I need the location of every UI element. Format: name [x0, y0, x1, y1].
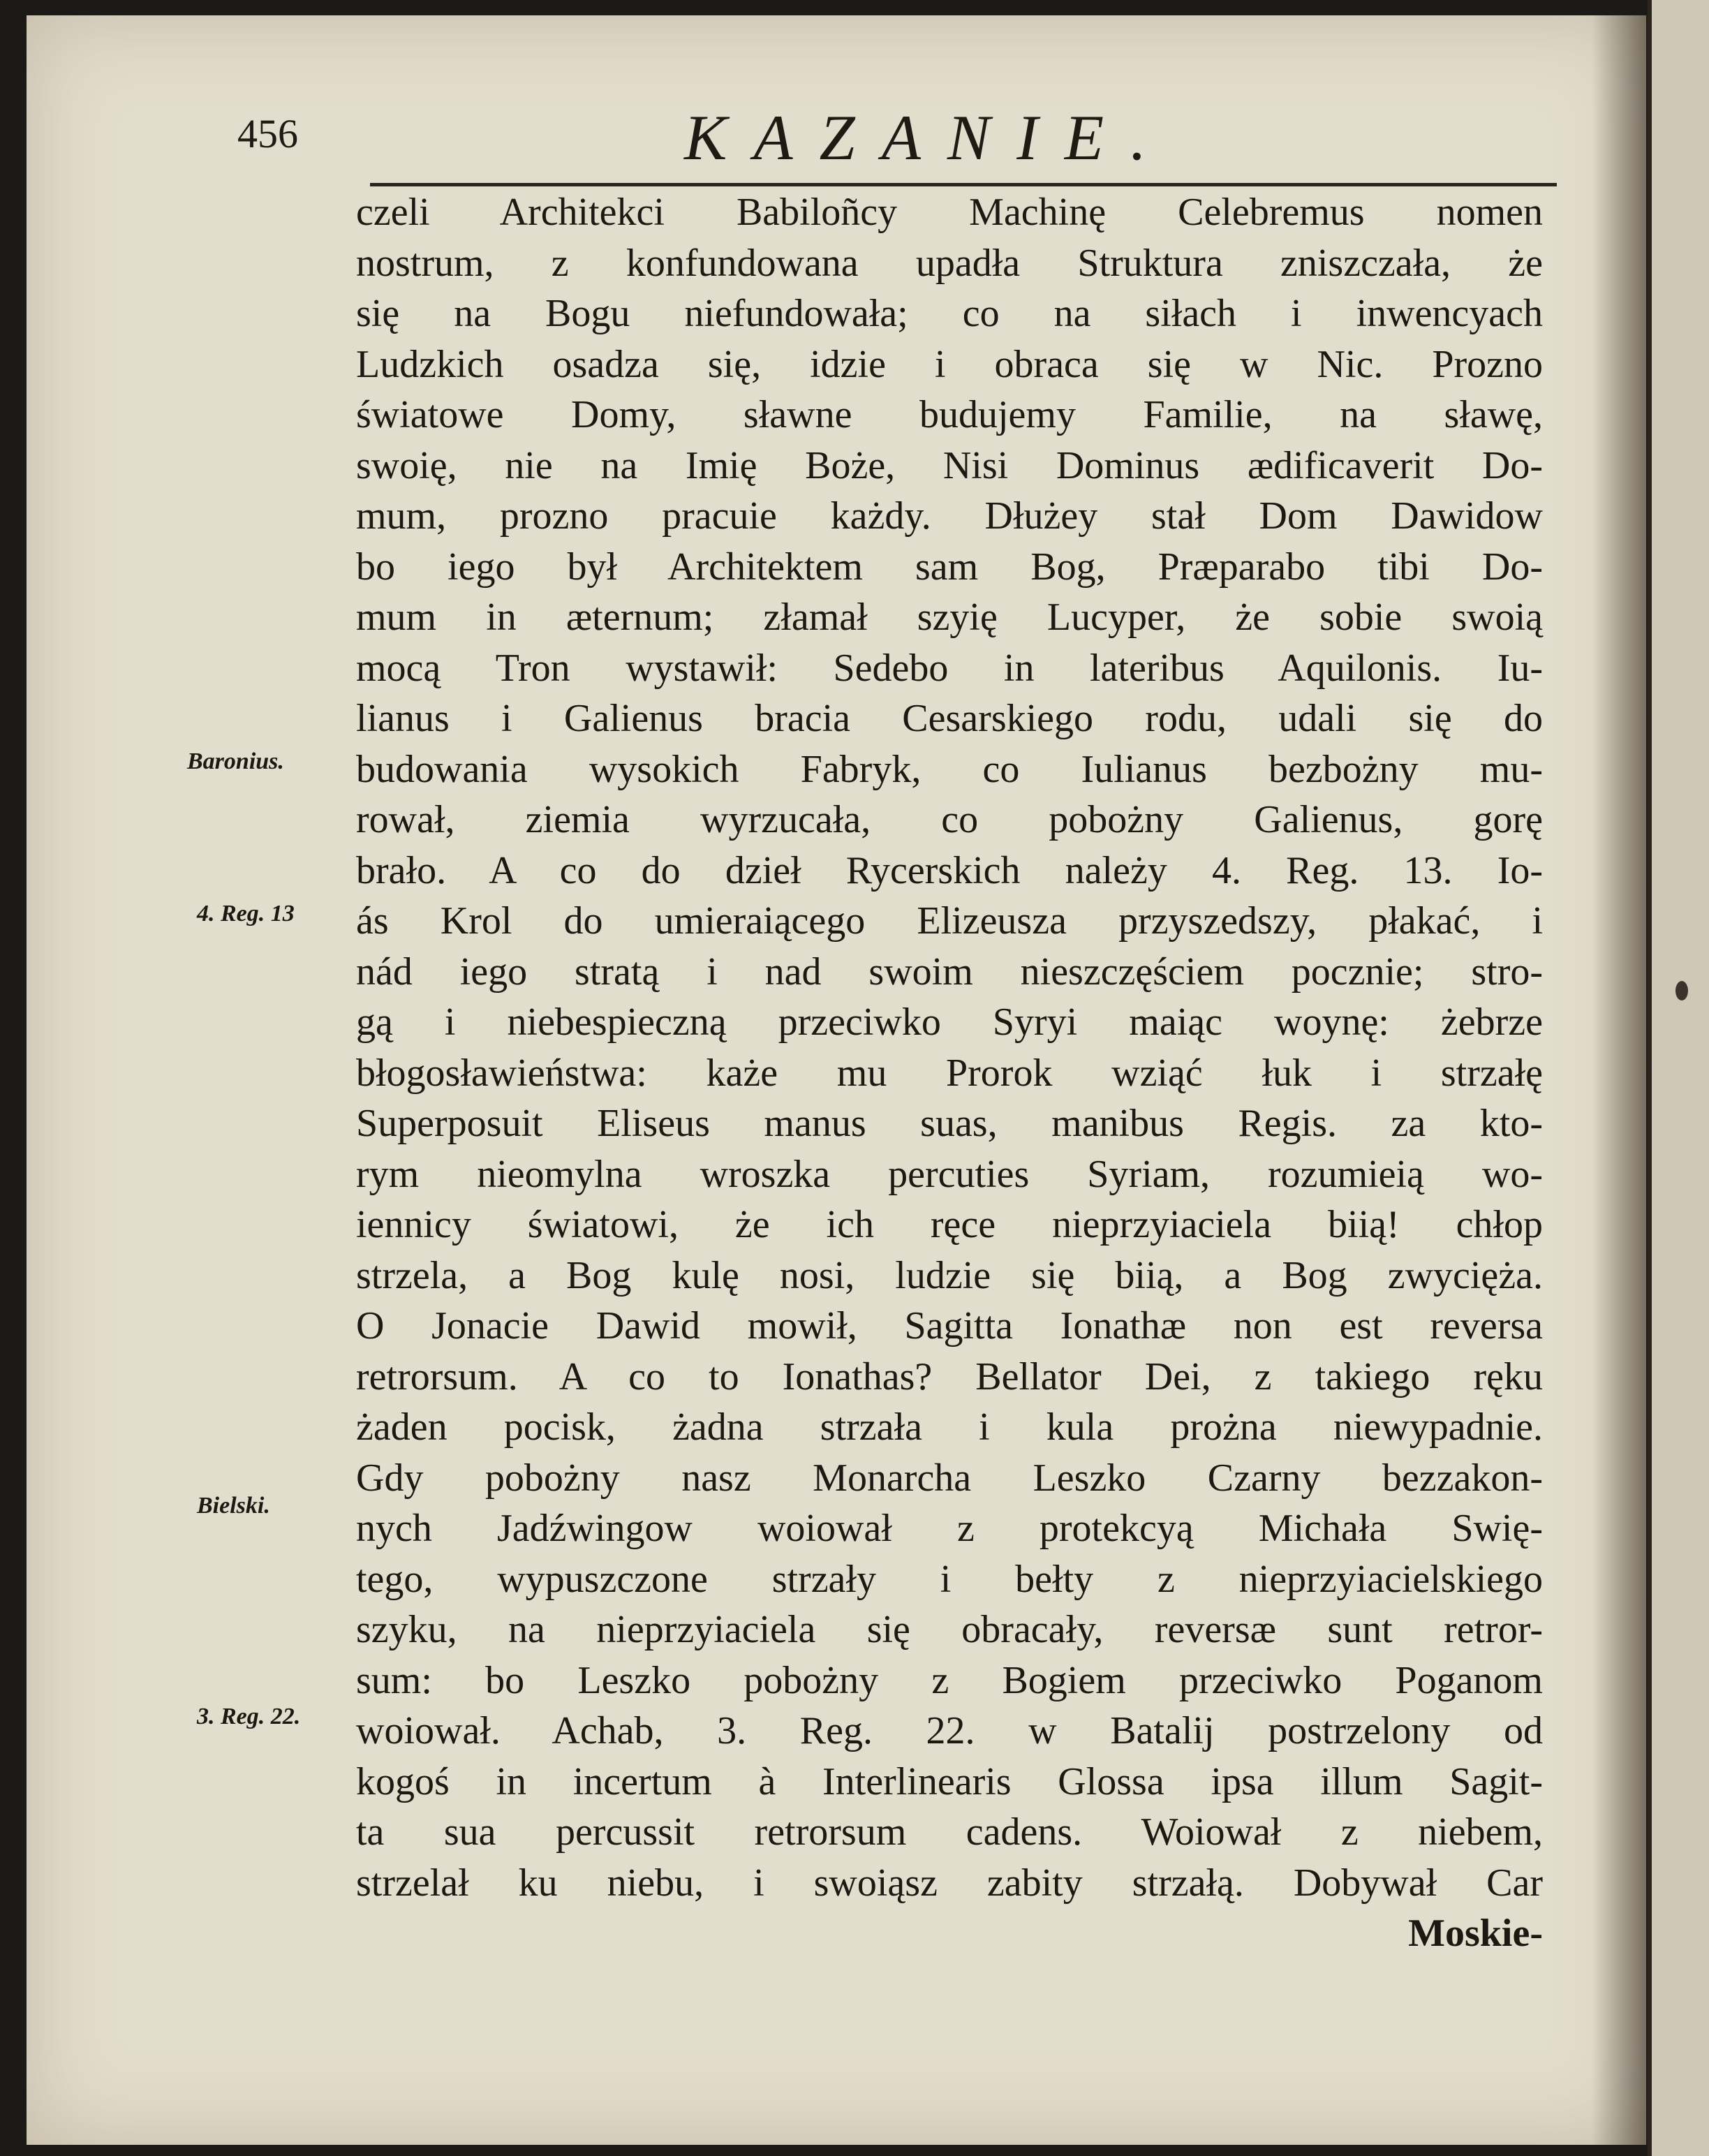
gutter-shadow — [1592, 15, 1648, 2145]
text-line: szyku, na nieprzyiaciela się obracały, reversæ sunt retror- — [356, 1608, 1543, 1651]
text-line: ás Krol do umieraiącego Elizeusza przyszedszy, płakać, i — [356, 899, 1543, 943]
text-line: się na Bogu niefundowała; co na siłach i inwencyach — [356, 292, 1543, 335]
text-line: bo iego był Architektem sam Bog, Præparabo tibi Do- — [356, 545, 1543, 589]
running-head: KAZANIE. — [684, 102, 1174, 173]
text-line: rował, ziemia wyrzucała, co pobożny Galienus, gorę — [356, 798, 1543, 841]
text-line: czeli Architekci Babiloñcy Machinę Celebremus nomen — [356, 191, 1543, 234]
text-line: O Jonacie Dawid mowił, Sagitta Ionathæ non est reversa — [356, 1304, 1543, 1348]
text-line: strzelał ku niebu, i swoiąsz zabity strzałą. Dobywał Car — [356, 1861, 1543, 1905]
text-line: strzela, a Bog kulę nosi, ludzie się biią, a Bog zwycięża. — [356, 1253, 1543, 1297]
text-line: błogosławieństwa: każe mu Prorok wziąć łuk i strzałę — [356, 1051, 1543, 1095]
text-line: mum in æternum; złamał szyię Lucyper, że sobie swoią — [356, 596, 1543, 639]
text-line: Gdy pobożny nasz Monarcha Leszko Czarny bezzakon- — [356, 1456, 1543, 1500]
text-line: iennicy światowi, że ich ręce nieprzyiaciela biią! chłop — [356, 1203, 1543, 1246]
margin-note-3-reg-22: 3. Reg. 22. — [197, 1704, 301, 1729]
text-line: retrorsum. A co to Ionathas? Bellator Dei, z takiego ręku — [356, 1354, 1543, 1398]
text-line: Superposuit Eliseus manus suas, manibus Regis. za kto- — [356, 1102, 1543, 1145]
text-line: ta sua percussit retrorsum cadens. Woiował z niebem, — [356, 1810, 1543, 1854]
text-line: woiował. Achab, 3. Reg. 22. w Batalij postrzelony od — [356, 1709, 1543, 1752]
text-line: kogoś in incertum à Interlinearis Glossa ipsa illum Sagit- — [356, 1759, 1543, 1803]
text-line: mocą Tron wystawił: Sedebo in lateribus Aquilonis. Iu- — [356, 646, 1543, 690]
page-header — [237, 102, 1550, 187]
text-line: światowe Domy, sławne budujemy Familie, na sławę, — [356, 393, 1543, 436]
text-line: budowania wysokich Fabryk, co Iulianus bezbożny mu- — [356, 747, 1543, 791]
adjacent-page-edge — [1648, 0, 1709, 2156]
margin-note-bielski: Bielski. — [197, 1493, 270, 1519]
text-line: rym nieomylna wroszka percuties Syriam, rozumieią wo- — [356, 1152, 1543, 1196]
text-line: nostrum, z konfundowana upadła Struktura zniszczała, że — [356, 241, 1543, 285]
text-line: żaden pocisk, żadna strzała i kula prożna niewypadnie. — [356, 1405, 1543, 1449]
text-line: lianus i Galienus bracia Cesarskiego rodu, udali się do — [356, 697, 1543, 740]
sermon-text — [356, 187, 1543, 1959]
text-line: swoię, nie na Imię Boże, Nisi Dominus ædificaverit Do- — [356, 443, 1543, 487]
text-line: nych Jadźwingow woiował z protekcyą Michała Swię- — [356, 1507, 1543, 1550]
margin-note-4-reg-13: 4. Reg. 13 — [197, 901, 295, 926]
catchword: Moskie- — [1408, 1912, 1543, 1955]
text-line: Ludzkich osadza się, idzie i obraca się w Nic. Prozno — [356, 342, 1543, 386]
page-number: 456 — [237, 111, 298, 156]
ink-spot — [1675, 981, 1688, 1001]
margin-note-baronius: Baronius. — [187, 748, 284, 774]
text-line: mum, prozno pracuie każdy. Dłużey stał Dom Dawidow — [356, 494, 1543, 538]
text-line: tego, wypuszczone strzały i bełty z nieprzyiacielskiego — [356, 1557, 1543, 1601]
text-line: gą i niebespieczną przeciwko Syryi maiąc woynę: żebrze — [356, 1001, 1543, 1044]
text-line: brało. A co do dzieł Rycerskich należy 4. Reg. 13. Io- — [356, 848, 1543, 892]
header-rule — [370, 183, 1557, 186]
text-line: nád iego stratą i nad swoim nieszczęściem pocznie; stro- — [356, 950, 1543, 994]
text-line: sum: bo Leszko pobożny z Bogiem przeciwko Poganom — [356, 1658, 1543, 1702]
